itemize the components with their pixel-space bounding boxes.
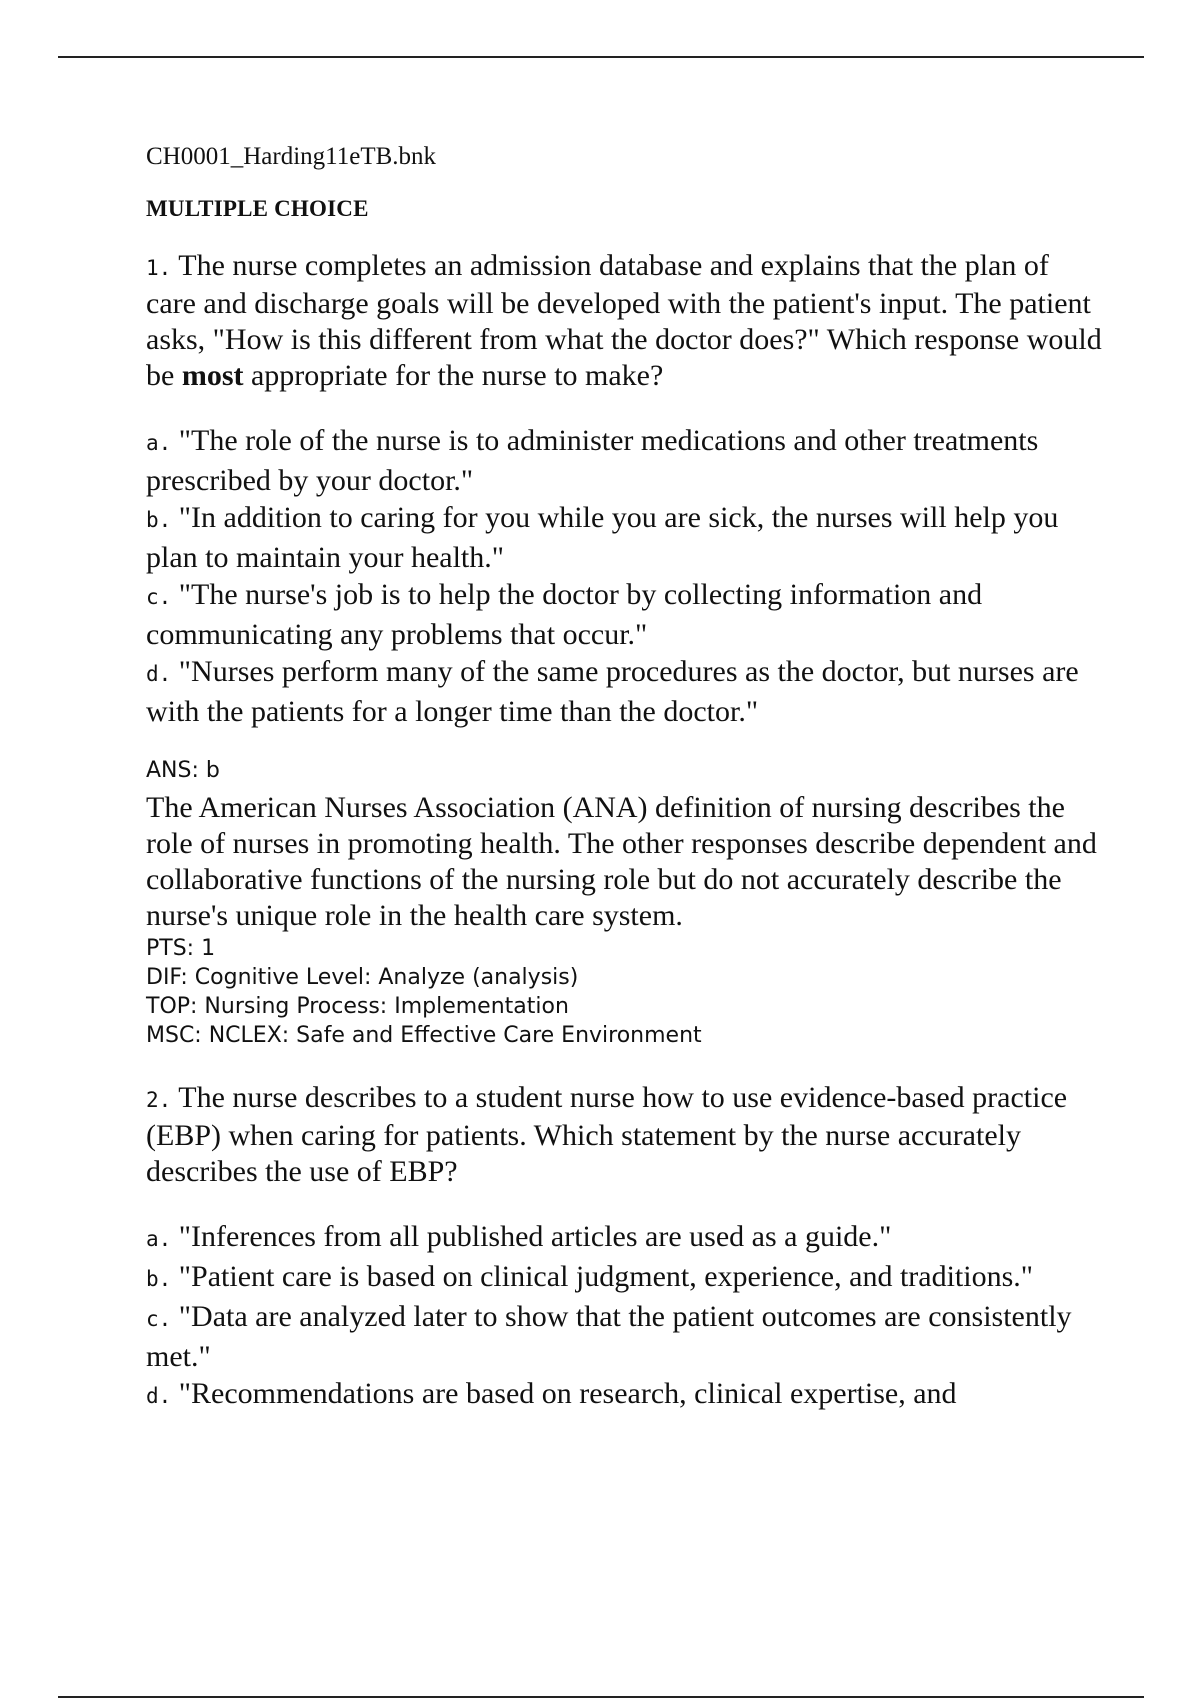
top-rule (58, 56, 1144, 58)
question-stem (146, 248, 1106, 394)
option-b (146, 1258, 1106, 1298)
option-c (146, 1298, 1106, 1375)
option-text: "Patient care is based on clinical judgment, experience, and traditions." (178, 1260, 1034, 1293)
answer-options (146, 1218, 1106, 1415)
file-name: CH0001_Harding11eTB.bnk (146, 143, 437, 170)
option-letter: c. (146, 585, 172, 609)
option-text: "In addition to caring for you while you are sick, the nurses will help you plan to maintain your health." (146, 501, 1059, 574)
option-letter: d. (146, 1384, 172, 1408)
question-text-before: The nurse completes an admission database and explains that the plan of care and discharge goals will be developed with the patient's input. The patient asks, "How is this different from what the doctor does?" Which response would be (146, 249, 1102, 392)
question-number: 2. (146, 1088, 172, 1112)
misc-category: MSC: NCLEX: Safe and Effective Care Environment (146, 1023, 702, 1048)
question-emphasis: most (181, 359, 244, 392)
document-body (146, 142, 1106, 1443)
option-d (146, 1375, 1106, 1415)
section-title: MULTIPLE CHOICE (146, 196, 369, 221)
topic: TOP: Nursing Process: Implementation (146, 994, 569, 1019)
option-text: "The role of the nurse is to administer medications and other treatments prescribed by your doctor." (146, 424, 1039, 497)
option-text: "Data are analyzed later to show that the patient outcomes are consistently met." (146, 1300, 1072, 1373)
option-a (146, 1218, 1106, 1258)
option-c (146, 576, 1106, 653)
points: PTS: 1 (146, 936, 216, 961)
difficulty: DIF: Cognitive Level: Analyze (analysis) (146, 965, 579, 990)
option-letter: b. (146, 508, 172, 532)
answer-options (146, 422, 1106, 730)
question-2 (146, 1080, 1106, 1415)
question-1 (146, 248, 1106, 1050)
option-text: "Recommendations are based on research, clinical expertise, and (178, 1377, 957, 1410)
option-letter: c. (146, 1307, 172, 1331)
option-letter: a. (146, 1227, 172, 1251)
option-text: "Nurses perform many of the same procedures as the doctor, but nurses are with the patients for a longer time than the doctor." (146, 655, 1079, 728)
option-letter: d. (146, 662, 172, 686)
option-b (146, 499, 1106, 576)
option-letter: b. (146, 1267, 172, 1291)
question-text-after: appropriate for the nurse to make? (250, 359, 664, 392)
answer-key: ANS: b (146, 758, 220, 783)
question-metadata (146, 934, 1106, 1050)
question-stem (146, 1080, 1106, 1190)
bottom-rule (58, 1696, 1144, 1698)
option-text: "Inferences from all published articles are used as a guide." (178, 1220, 892, 1253)
option-d (146, 653, 1106, 730)
rationale: The American Nurses Association (ANA) definition of nursing describes the role of nurses in promoting health. The other responses describe dependent and collaborative functions of the nursing role but do not accurately describe the nurse's unique role in the health care system. (146, 791, 1097, 932)
option-text: "The nurse's job is to help the doctor by collecting information and communicating any problems that occur." (146, 578, 983, 651)
question-text: The nurse describes to a student nurse how to use evidence-based practice (EBP) when caring for patients. Which statement by the nurse accurately describes the use of EBP? (146, 1081, 1068, 1188)
option-letter: a. (146, 431, 172, 455)
option-a (146, 422, 1106, 499)
question-number: 1. (146, 256, 172, 280)
